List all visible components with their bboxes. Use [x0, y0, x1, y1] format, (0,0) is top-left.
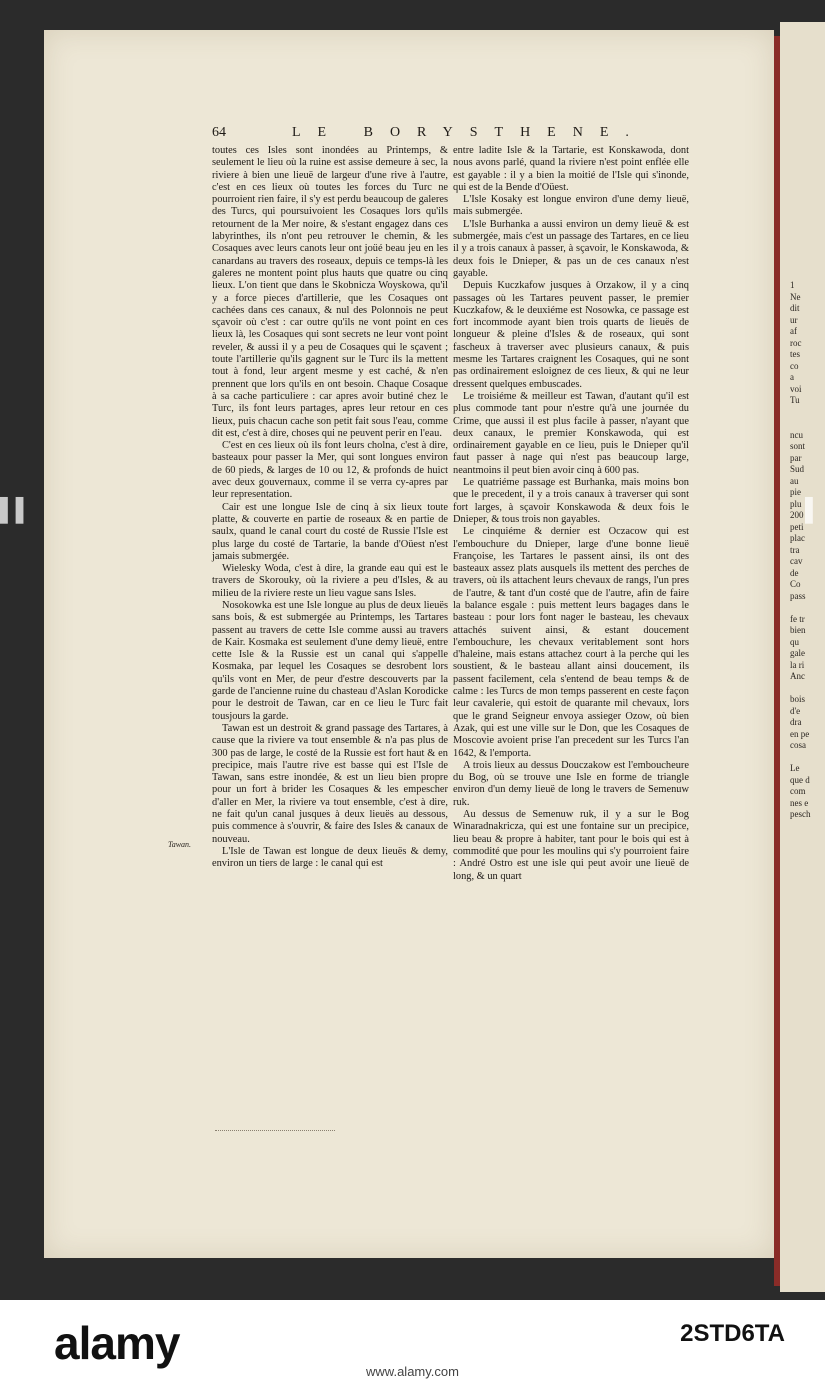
- facing-page-fragment: bien: [790, 625, 806, 635]
- paragraph: L'Isle de Tawan est longue de deux lieuës & demy, environ un tiers de large : le canal qui est: [212, 845, 448, 870]
- facing-page-fragment: Le: [790, 763, 800, 773]
- facing-page-fragment: cosa: [790, 740, 806, 750]
- paragraph: toutes ces Isles sont inondées au Printemps, & seulement le lieu où la ruine est assise demeure à sec, la riviere à bien une lieuë de largeur d'une rive à l'autre, c'est en ces lieux où toutes les forces du Turc ne pourroient rien faire, il s'y est perdu beaucoup de galeres des Turcs, qui poursuivoient les Cosaques lors qu'ils retournent de la Mer noire, & s'estant engagez dans ces labyrinthes, ils n'ont peu retrouver le chemin, & les Cosaques avec leurs canots leur ont joüé beau jeu en les canardans au travers des roseaux, depuis ce temps-là les galeres ne montent point plus hauts que quatre ou cinq lieux. L'on tient que dans le Skobnicza Woyskowa, qu'il y a force pieces d'artillerie, que les Cosaques ont cachées dans ces canaux, & nul des Polonnois ne peut sçavoir où c'est : car outre qu'ils ne vont point en ces lieux là, les Cosaques qui sont secrets ne leur vont point reveler, & aussi il y a peu de Cosaques qui le sçavent ; toute l'artillerie qu'ils gagnent sur le Turc ils la mettent tout à fond, leur argent mesme y est caché, & n'en prennent que lors qu'ils en ont besoin. Chaque Cosaque à sa cache particuliere : car apres avoir butiné chez le Turc, ils font leurs partages, apres leur retour en ces lieux, puis chacun cache son petit fait sous l'eau, comme dit est, c'est à dire, choses qui ne peuvent perir en l'eau.: [212, 145, 448, 439]
- facing-page-fragment: par: [790, 452, 802, 463]
- paragraph: Le cinquiéme & dernier est Oczacow qui est l'embouchure du Dnieper, large d'une bonne lieuë Françoise, les Tartares le passent ainsi, ils ont des basteaux assez plats ausquels ils mettent des perches de travers, où ils attachent leurs chevaux de rangs, l'un pres de l'autre, & tant d'un costé que de l'autre, afin de faire la balance esgale : puis mettent leurs bagages dans le basteau : pour lors font nager le basteau, les chevaux attachés suivent ainsi, & estant doucement l'embouchure, les chevaux veritablement sont hors d'haleine, mais estans attachez court à la perche qui les soustient, & le basteau allant ainsi doucement, ils passent facilement, cela s'entend de beau temps & de calme : les Turcs de mon temps passerent en ceste façon leur cavalerie, qui estoit de quarante mil chevaux, lors que le grand Seigneur envoya assieger Ozow, où bien Azak, qui est une ville sur le Don, que les Cosaques de Moscovie avoient prise l'an precedent sur les Turcs l'an 1642, & l'emporta.: [453, 526, 689, 759]
- facing-page-fragment: dit: [790, 303, 800, 313]
- facing-page-fragment: nes e: [790, 797, 809, 808]
- facing-page-fragment: [790, 683, 825, 695]
- facing-page-fragment: Anc: [790, 671, 805, 681]
- facing-page-fragment: plac: [790, 533, 805, 543]
- paragraph: Tawan est un destroit & grand passage des Tartares, à cause que la riviere va tout ensemble & n'a pas plus de 300 pas de large, le costé de la Russie est fort haut & en precipice, mais l'autre rive est basse qui est l'Isle de Tawan, sans estre inondée, & est un lieu bien propre pour un fort à brider les Cosaques & les empescher d'aller en Mer, la riviere va tout ensemble, c'est à dire, ne fait qu'un canal jusques à deux lieuës au dessous, puis commence à s'ouvrir, & faire des Isles & canaux de nouveau.: [212, 722, 448, 845]
- facing-page-fragment: [790, 752, 825, 764]
- facing-page-fragment: a: [790, 372, 794, 382]
- facing-page-fragment: com: [790, 786, 806, 796]
- facing-page-fragment: tes: [790, 349, 800, 359]
- facing-page-fragment: [790, 418, 825, 430]
- facing-page-fragment: [790, 602, 825, 614]
- facing-page-fragment: roc: [790, 337, 802, 348]
- paragraph: L'Isle Burhanka a aussi environ un demy lieuë & est submergée, mais c'est un passage des Tartares, en ce lieu il y a trois canaux à passer, à sçavoir, le Konskawoda, & deux fois le Dnieper, & pas un de ces canaux n'est gayable.: [453, 218, 689, 279]
- facing-page-fragment: Ne: [790, 291, 801, 302]
- facing-page-fragment: gale: [790, 648, 805, 658]
- paragraph: Cair est une longue Isle de cinq à six lieux toute platte, & couverte en partie de roseaux & en partie de saulx, quand le canal court du costé de Russie l'Isle est plus large du costé de Tartarie, la bande d'Oüest n'est jamais submergée.: [212, 501, 448, 562]
- page-header: [212, 125, 702, 143]
- paragraph: Le quatriéme passage est Burhanka, mais moins bon que le precedent, il y a trois canaux à traverser qui sont fort larges, à sçavoir Konskawoda & deux fois le Dnieper, & tous trois non gayables.: [453, 477, 689, 525]
- running-title: LE BORYSTHENE.: [292, 125, 646, 140]
- left-text-column: [212, 145, 448, 871]
- paragraph: Wielesky Woda, c'est à dire, la grande eau qui est le travers de Skorouky, où la riviere a peu d'Isles, & au milieu de la riviere reste un lieu vague sans Isles.: [212, 563, 448, 599]
- paragraph: L'Isle Kosaky est longue environ d'une demy lieuë, mais submergée.: [453, 194, 689, 218]
- facing-page-fragment: ncu: [790, 429, 803, 440]
- watermark-image-id: 2STD6TA: [680, 1320, 785, 1347]
- facing-page-fragment: dra: [790, 717, 802, 727]
- facing-page-fragment: plu: [790, 498, 802, 509]
- paragraph: Nosokowka est une Isle longue au plus de deux lieuës sans bois, & est submergée au Printemps, les Tartares passent au travers de cette Isle comme aussi au travers de Kair. Kosmaka est seulement d'une demy lieuë, entre cette Isle & la Russie est un canal qui s'appelle Kosmaka, par lequel les Cosaques se desrobent lors qu'ils vont en Mer, de peur d'estre descouverts par la garde de l'ancienne ruine du chasteau d'Aslan Korodicke pour le destroit de Tawan, car en ce lieu le Turc fait tousjours la garde.: [212, 599, 448, 722]
- facing-page-fragment: af: [790, 326, 797, 336]
- paragraph: C'est en ces lieux où ils font leurs cholna, c'est à dire, basteaux pour passer la Mer, qui sont longues environ de 60 pieds, & larges de 10 ou 12, & profonds de huict avec deux gouvernaux, comme il se verra cy-apres par leur representation.: [212, 440, 448, 501]
- margin-note: Tawan.: [168, 840, 192, 849]
- facing-page-fragment: au: [790, 475, 799, 486]
- facing-page-fragment: [790, 407, 825, 419]
- right-text-column: [453, 145, 689, 883]
- watermark-corner-left: ▌▌: [0, 497, 32, 522]
- facing-page-fragment: que d: [790, 774, 810, 785]
- paragraph: A trois lieux au dessus Douczakow est l'emboucheure du Bog, où se trouve une Isle en forme de triangle environ d'un demy lieuë de long le travers de Semenuw ruk.: [453, 759, 689, 808]
- facing-page-fragment: 1: [790, 280, 795, 290]
- watermark-corner-right: ▌: [805, 497, 821, 522]
- paragraph: Au dessus de Semenuw ruk, il y a sur le Bog Winaradnakricza, qui est une fontaine sur un precipice, lieu beau & propre à habiter, tant pour le bois qui est à commodité que pour les moulins qui s'y pourroient faire : André Ostro est une isle qui peut avoir une lieuë de long, & un quart: [453, 809, 689, 882]
- facing-page-fragment: pesch: [790, 809, 811, 819]
- facing-page-fragment: la ri: [790, 659, 805, 670]
- facing-page-fragment: bois: [790, 694, 806, 704]
- facing-page-fragment: ur: [790, 314, 798, 325]
- facing-page-fragment: pass: [790, 590, 806, 601]
- paragraph: entre ladite Isle & la Tartarie, est Konskawoda, dont nous avons parlé, quand la riviere n'est point enflée elle est gayable : il y a bien la moitié de l'Isle qui s'inonde, qui est de la Bende d'Oüest.: [453, 145, 689, 193]
- facing-page-fragment: fe tr: [790, 613, 805, 624]
- facing-page-fragment: de: [790, 567, 799, 578]
- facing-page-fragment: qu: [790, 636, 799, 647]
- facing-page-fragment: 200: [790, 510, 804, 520]
- facing-page-fragment: en pe: [790, 728, 810, 739]
- page-ornament: [215, 1130, 335, 1134]
- facing-page-fragment: pie: [790, 487, 801, 497]
- paragraph: Le troisiéme & meilleur est Tawan, d'autant qu'il est plus commode tant pour n'estre qu'à une journée du Crime, que aussi il est plus facile à passer, n'ayant que deux canaux, le premier Konskawoda, qui est ordinairement gayable en ce lieu, puis le Dnieper qu'il faut passer à nage qui n'est pas beaucoup large, neantmoins il peut bien avoir cinq à 600 pas.: [453, 390, 689, 476]
- facing-page-fragment: cav: [790, 556, 803, 566]
- watermark-logo: alamy: [54, 1317, 180, 1369]
- facing-page-fragment: Sud: [790, 464, 805, 474]
- facing-page-fragment: sont: [790, 441, 806, 451]
- facing-page-fragment: voi: [790, 383, 802, 394]
- facing-page-text: [790, 280, 825, 821]
- facing-page-fragment: peti: [790, 521, 804, 532]
- facing-page-fragment: tra: [790, 544, 800, 555]
- facing-page-fragment: co: [790, 360, 799, 371]
- facing-page-fragment: Co: [790, 579, 801, 589]
- facing-page-fragment: d'e: [790, 705, 801, 716]
- facing-page-fragment: Tu: [790, 395, 800, 405]
- page-number: 64: [212, 125, 226, 140]
- watermark-url: www.alamy.com: [366, 1364, 459, 1379]
- paragraph: Depuis Kuczkafow jusques à Orzakow, il y a cinq passages où les Tartares peuvent passer, le premier Kuczkafow, & le deuxiéme est Nosowka, ce passage est fort incommode ayant bien trois quarts de lieuës de longueur & pleine d'Isles & de roseaux, qui sont fascheux à traverser avec plusieurs canaux, & puis mesme les Tartares craignent les Cosaques, qui ne sont pas ordinairement esloignez de ces lieux, & qui ne leur dressent quelques embuscades.: [453, 280, 689, 390]
